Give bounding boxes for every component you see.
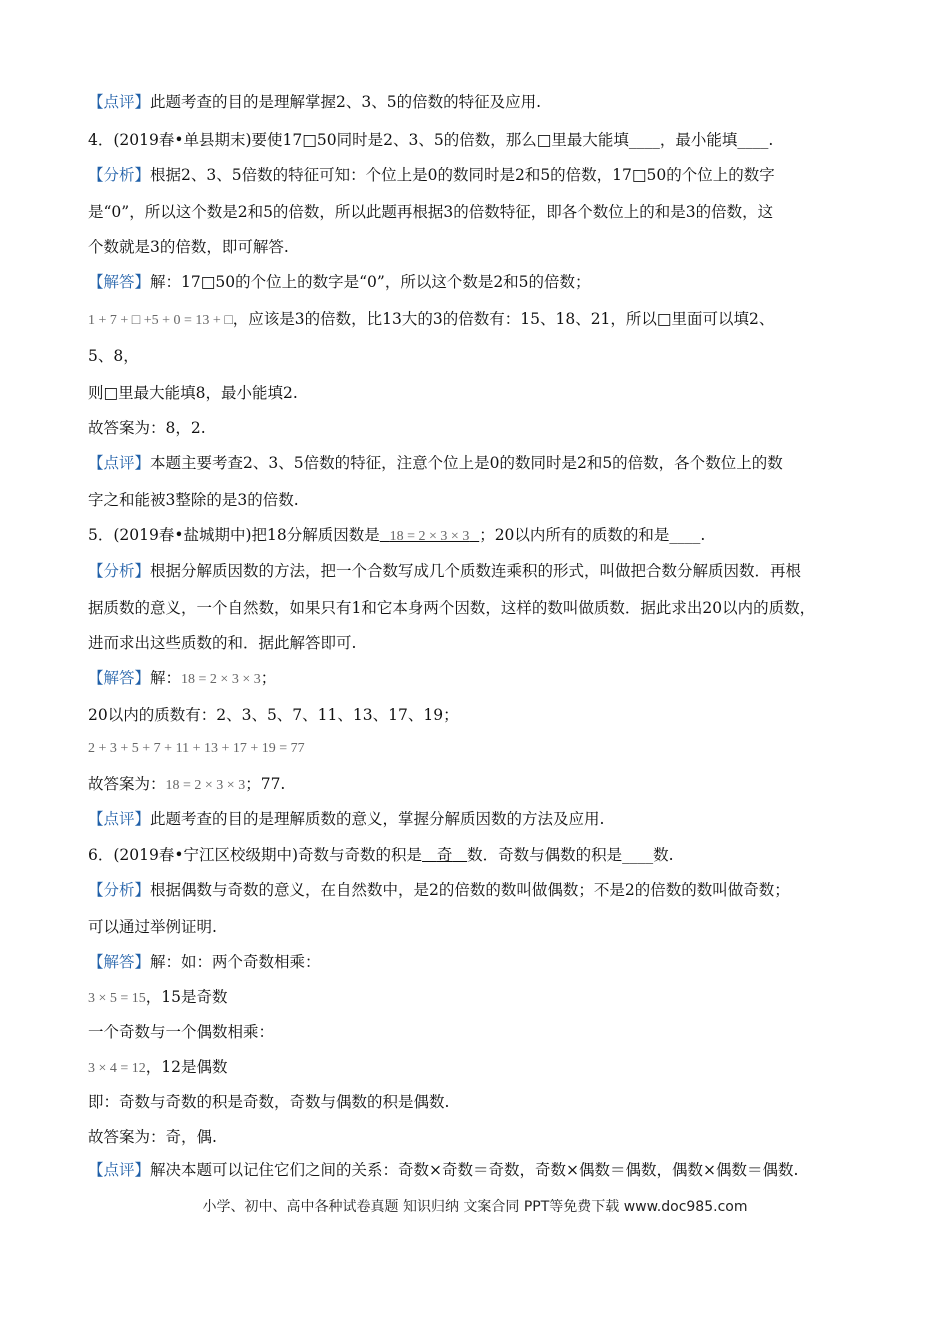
text-line bbox=[88, 987, 228, 1009]
line-text: 5、8， bbox=[88, 347, 139, 365]
line-text: 可以通过举例证明. bbox=[88, 918, 217, 936]
text-line bbox=[88, 633, 356, 653]
math-formula: 3 × 5 = 15 bbox=[88, 991, 146, 1006]
question-6 bbox=[88, 845, 674, 865]
comment-line bbox=[88, 1160, 798, 1180]
math-formula: 18 = 2 × 3 × 3 bbox=[165, 778, 246, 793]
analysis-line bbox=[88, 165, 775, 185]
line-text: ； bbox=[260, 669, 277, 687]
text-line bbox=[88, 237, 289, 257]
text-line bbox=[88, 309, 774, 331]
text-line bbox=[88, 490, 299, 510]
line-text: 据质数的意义，一个自然数，如果只有1和它本身两个因数，这样的数叫做质数．据此求出20以内的质数， bbox=[88, 599, 816, 617]
analysis-tag: 【分析】 bbox=[88, 881, 151, 899]
answer-tag: 【解答】 bbox=[88, 953, 151, 971]
line-text: 20以内的质数有：2、3、5、7、11、13、17、19； bbox=[88, 706, 459, 724]
line-text: 一个奇数与一个偶数相乘： bbox=[88, 1023, 275, 1041]
question-4 bbox=[88, 130, 773, 150]
footer-text: 小学、初中、高中各种试卷真题 知识归纳 文案合同 PPT等免费下载 www.doc985.com bbox=[202, 1199, 748, 1215]
comment-tag: 【点评】 bbox=[88, 1161, 151, 1179]
line-text: 则□里最大能填8，最小能填2. bbox=[88, 384, 298, 402]
line-text: 5．(2019春•盐城期中)把18分解质因数是 bbox=[88, 526, 380, 544]
text-line bbox=[88, 774, 285, 796]
text-line bbox=[88, 705, 459, 725]
text-line bbox=[88, 917, 217, 937]
answer-tag: 【解答】 bbox=[88, 273, 151, 291]
comment-line bbox=[88, 453, 783, 473]
line-text: ，12是偶数 bbox=[145, 1058, 228, 1076]
line-text: 根据偶数与奇数的意义，在自然数中，是2的倍数的数叫做偶数；不是2的倍数的数叫做奇数； bbox=[150, 881, 790, 899]
answer-line bbox=[88, 272, 591, 292]
comment-tag: 【点评】 bbox=[88, 454, 151, 472]
comment-tag: 【点评】 bbox=[88, 810, 151, 828]
line-text: 根据分解质因数的方法，把一个合数写成几个质数连乘积的形式，叫做把合数分解质因数．再根 bbox=[150, 562, 802, 580]
math-formula: 2 + 3 + 5 + 7 + 11 + 13 + 17 + 19 = 77 bbox=[88, 741, 305, 756]
line-text: 解决本题可以记住它们之间的关系：奇数×奇数＝奇数，奇数×偶数＝偶数，偶数×偶数＝偶数. bbox=[150, 1161, 799, 1179]
text-line bbox=[88, 1022, 274, 1042]
line-text: 故答案为： bbox=[88, 775, 166, 793]
line-text: 6．(2019春•宁江区校级期中)奇数与奇数的积是 bbox=[88, 846, 423, 864]
question-5 bbox=[88, 525, 705, 547]
text-line bbox=[88, 1127, 217, 1147]
blank-answer bbox=[422, 846, 467, 864]
comment-line bbox=[88, 92, 541, 112]
math-formula: 18 = 2 × 3 × 3 bbox=[181, 672, 261, 687]
line-text: 字之和能被3整除的是3的倍数. bbox=[88, 491, 299, 509]
line-text: ，应该是3的倍数，比13大的3的倍数有：15、18、21，所以□里面可以填2、 bbox=[232, 310, 775, 328]
line-text: 即：奇数与奇数的积是奇数，奇数与偶数的积是偶数. bbox=[88, 1093, 450, 1111]
line-text: 解：如：两个奇数相乘： bbox=[150, 953, 321, 971]
analysis-tag: 【分析】 bbox=[88, 562, 151, 580]
line-text: 此题考查的目的是理解质数的意义，掌握分解质因数的方法及应用. bbox=[150, 810, 605, 828]
line-text: 个数就是3的倍数，即可解答. bbox=[88, 238, 289, 256]
line-text: 故答案为：奇，偶. bbox=[88, 1128, 217, 1146]
line-text: ；20以内所有的质数的和是____. bbox=[479, 526, 706, 544]
line-text: 解：17□50的个位上的数字是“0”，所以这个数是2和5的倍数； bbox=[150, 273, 591, 291]
comment-tag: 【点评】 bbox=[88, 93, 151, 111]
line-text: 解： bbox=[150, 669, 182, 687]
math-formula: 18 = 2 × 3 × 3 bbox=[389, 529, 470, 544]
answer-value: 奇 bbox=[436, 846, 453, 864]
text-line bbox=[88, 202, 773, 222]
line-text: 4．(2019春•单县期末)要使17□50同时是2、3、5的倍数，那么□里最大能填____，最小能填____. bbox=[88, 131, 774, 149]
text-line bbox=[88, 1092, 449, 1112]
text-line bbox=[88, 1057, 228, 1079]
line-text: ；77. bbox=[245, 775, 286, 793]
math-line bbox=[88, 737, 305, 759]
text-line bbox=[88, 346, 139, 366]
line-text: 此题考查的目的是理解掌握2、3、5的倍数的特征及应用. bbox=[150, 93, 542, 111]
answer-line bbox=[88, 952, 321, 972]
answer-tag: 【解答】 bbox=[88, 669, 151, 687]
math-formula: 3 × 4 = 12 bbox=[88, 1061, 146, 1076]
text-line bbox=[88, 418, 206, 438]
text-line bbox=[88, 383, 298, 403]
line-text: 进而求出这些质数的和．据此解答即可. bbox=[88, 634, 357, 652]
analysis-tag: 【分析】 bbox=[88, 166, 151, 184]
comment-line bbox=[88, 809, 604, 829]
line-text: 故答案为：8，2. bbox=[88, 419, 206, 437]
line-text: 根据2、3、5倍数的特征可知：个位上是0的数同时是2和5的倍数，17□50的个位上的数字 bbox=[150, 166, 775, 184]
line-text: ，15是奇数 bbox=[145, 988, 228, 1006]
analysis-line bbox=[88, 880, 790, 900]
line-text: 是“0”，所以这个数是2和5的倍数，所以此题再根据3的倍数特征，即各个数位上的和是3的倍数，这 bbox=[88, 203, 774, 221]
analysis-line bbox=[88, 561, 801, 581]
line-text: 数．奇数与偶数的积是____数. bbox=[467, 846, 674, 864]
blank-answer bbox=[380, 526, 479, 544]
math-formula: 1 + 7 + □ +5 + 0 = 13 + □ bbox=[88, 313, 233, 328]
answer-line bbox=[88, 668, 276, 690]
line-text: 本题主要考查2、3、5倍数的特征，注意个位上是0的数同时是2和5的倍数，各个数位上的数 bbox=[150, 454, 783, 472]
text-line bbox=[88, 598, 815, 618]
